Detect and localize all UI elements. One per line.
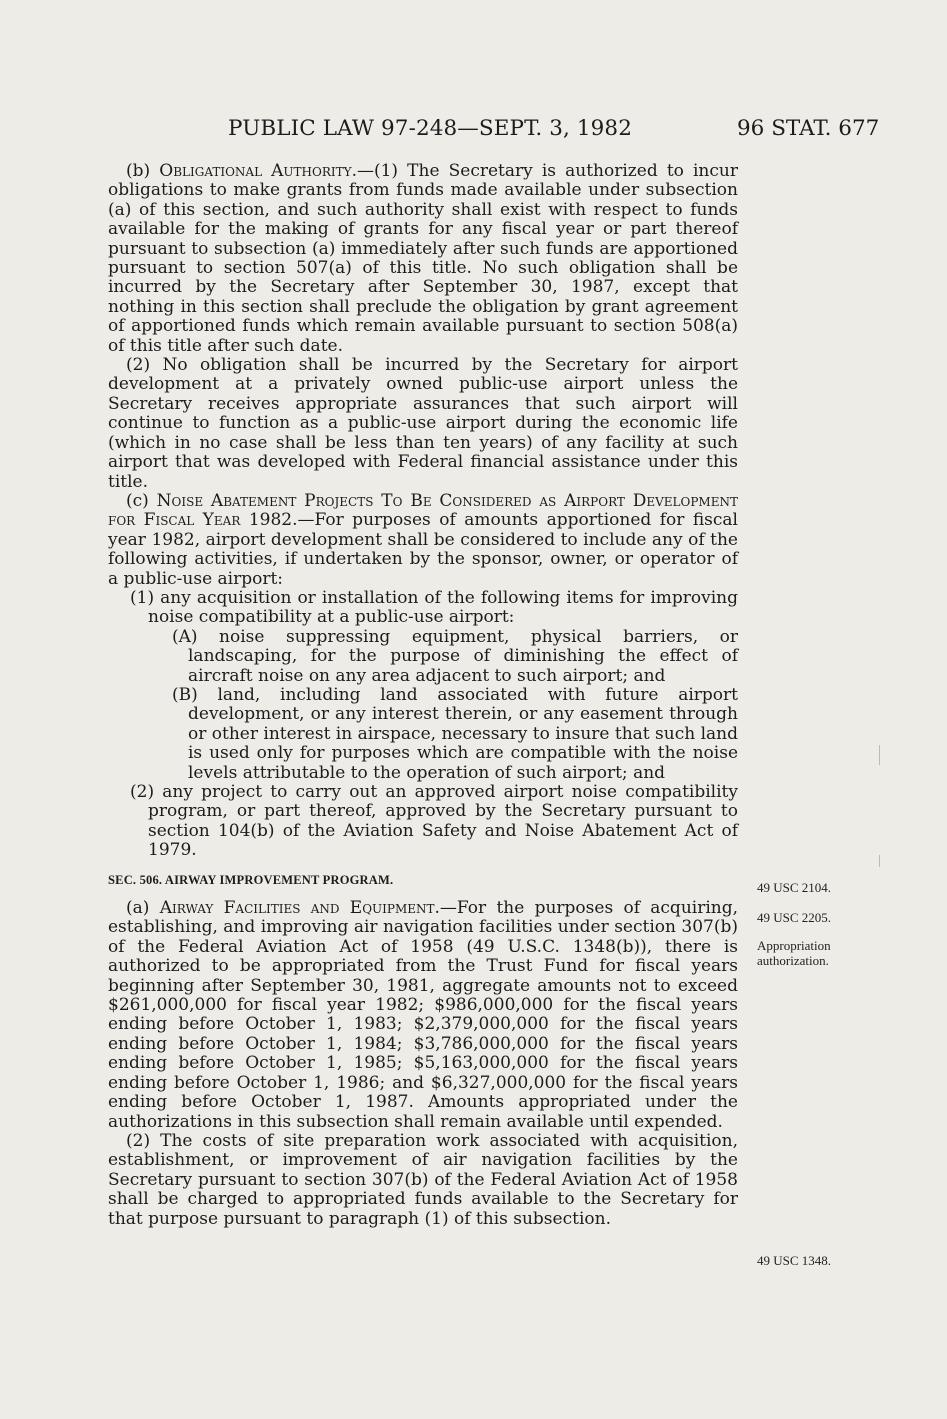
- section-506-heading: SEC. 506. AIRWAY IMPROVEMENT PROGRAM.: [108, 872, 394, 887]
- subsection-text: .—(1) The Secretary is authorized to incur obligations to make grants from funds made available under subsection (a) of this section, and such authority shall exist with respect to funds available for the making of grants for any fiscal year or part thereof pursuant to subsection (a) immediately after such funds are apportioned pursuant to section 507(a) of this title. No such obligation shall be incurred by the Secretary after September 30, 1987, except that nothing in this section shall preclude the obligation by grant agreement of apportioned funds which remain available pursuant to section 508(a) of this title after such date.: [108, 161, 738, 356]
- subsection-label: (c): [126, 490, 157, 511]
- subsection-c-intro: [108, 492, 738, 589]
- subsection-a-paragraph-1: [108, 899, 738, 1132]
- scan-mark: [879, 855, 880, 867]
- margin-note-49-usc-1348: 49 USC 1348.: [757, 1253, 832, 1268]
- subsection-heading: Airway Facilities and Equipment: [159, 898, 435, 919]
- margin-note-49-usc-2205: 49 USC 2205.: [757, 910, 832, 925]
- running-header-title: PUBLIC LAW 97-248—SEPT. 3, 1982: [228, 116, 632, 141]
- subparagraph-c-1-a: (A) noise suppressing equipment, physical barriers, or landscaping, for the purpose of diminishing the effect of aircraft noise on any area adjacent to such airport; and: [172, 626, 738, 686]
- subsection-b-paragraph-2: (2) No obligation shall be incurred by the Secretary for airport development at a privately owned public-use airport unless the Secretary receives appropriate assurances that such airport will continue to function as a public-use airport during the economic life (which in no case shall be less than ten years) of any facility at such airport that was developed with Federal financial assistance under this title.: [108, 355, 738, 492]
- subsection-heading: Obligational Authority: [159, 161, 352, 181]
- margin-note-appropriation: Appropriation authorization.: [757, 938, 831, 968]
- subparagraph-c-1-b: (B) land, including land associated with future airport development, or any interest therein, or any easement through or other interest in airspace, necessary to insure that such land is used only for purposes which are compatible with the noise levels attributable to the operation of such airport; and: [172, 684, 738, 783]
- document-body: [108, 162, 738, 1229]
- subsection-a-paragraph-2: (2) The costs of site preparation work associated with acquisition, establishment, or improvement of air navigation facilities by the Secretary pursuant to section 307(b) of the Federal Aviation Act of 1958 shall be charged to appropriated funds available to the Secretary for that purpose pursuant to paragraph (1) of this subsection.: [108, 1130, 738, 1229]
- paragraph-c-1: (1) any acquisition or installation of the following items for improving noise compatibility at a public-use airport:: [130, 587, 738, 628]
- scan-mark: [879, 745, 880, 765]
- paragraph-c-2: (2) any project to carry out an approved airport noise compatibility program, or part thereof, approved by the Secretary pursuant to section 104(b) of the Aviation Safety and Noise Abatement Act of 1979.: [130, 782, 738, 861]
- subsection-heading: Noise Abatement Projects To Be Considered as Airport Development for Fiscal Year: [108, 490, 738, 531]
- page-citation: 96 STAT. 677: [737, 116, 880, 141]
- subsection-label: (a): [126, 898, 160, 919]
- subsection-text: .—For the purposes of acquiring, establishing, and improving air navigation facilities under section 307(b) of the Federal Aviation Act of 1958 (49 U.S.C. 1348(b)), there is authorized to be appropriated from the Trust Fund for fiscal years beginning after September 30, 1981, aggregate amounts not to exceed $261,000,000 for fiscal year 1982; $986,000,000 for the fiscal years ending before October 1, 1983; $2,379,000,000 for the fiscal years ending before October 1, 1984; $3,786,000,000 for the fiscal years ending before October 1, 1985; $5,163,000,000 for the fiscal years ending before October 1, 1986; and $6,327,000,000 for the fiscal years ending before October 1, 1987. Amounts appropriated under the authorizations in this subsection shall remain available until expended.: [108, 898, 738, 1132]
- subsection-text: 1982.—For purposes of amounts apportioned for fiscal year 1982, airport development shall be considered to include any of the following activities, if undertaken by the sponsor, owner, or operator of a public-use airport:: [108, 510, 738, 589]
- margin-note-49-usc-2104: 49 USC 2104.: [757, 880, 832, 895]
- subsection-b-paragraph-1: [108, 162, 738, 356]
- subsection-label: (b): [126, 161, 160, 181]
